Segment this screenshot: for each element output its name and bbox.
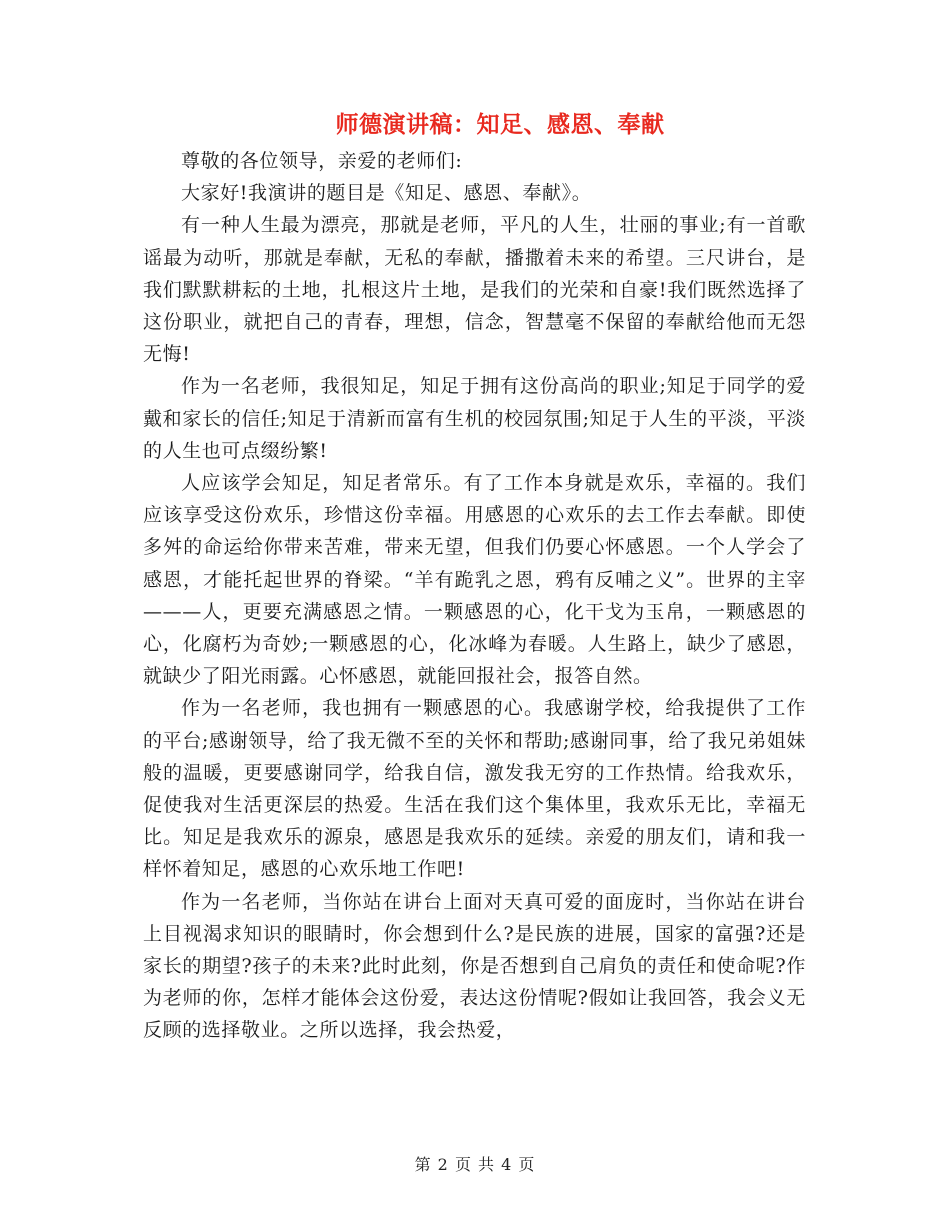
body-paragraph: 作为一名老师，我很知足，知足于拥有这份高尚的职业;知足于同学的爱戴和家长的信任;知足于清新而富有生机的校园氛围;知足于人生的平淡，平淡的人生也可点缀纷繁! — [143, 375, 806, 462]
greeting-paragraph: 大家好!我演讲的题目是《知足、感恩、奉献》。 — [181, 182, 592, 205]
body-paragraph: 作为一名老师，当你站在讲台上面对天真可爱的面庞时，当你站在讲台上目视渴求知识的眼睛时，你会想到什么?是民族的进展，国家的富强?还是家长的期望?孩子的未来?此时此刻，你是否想到自己肩负的责任和使命呢?作为老师的你，怎样才能体会这份爱，表达这份情呢?假如让我回答，我会义无反顾的选择敬业。之所以选择，我会热爱， — [143, 890, 806, 1042]
document-title: 师德演讲稿：知足、感恩、奉献 — [335, 111, 665, 138]
document-body — [143, 145, 806, 1047]
body-paragraph: 有一种人生最为漂亮，那就是老师，平凡的人生，壮丽的事业;有一首歌谣最为动听，那就是奉献，无私的奉献，播撒着未来的希望。三尺讲台，是我们默默耕耘的土地，扎根这片土地，是我们的光荣和自豪!我们既然选择了这份职业，就把自己的青春，理想，信念，智慧毫不保留的奉献给他而无怨无悔! — [143, 214, 806, 366]
body-paragraph: 作为一名老师，我也拥有一颗感恩的心。我感谢学校，给我提供了工作的平台;感谢领导，给了我无微不至的关怀和帮助;感谢同事，给了我兄弟姐妹般的温暖，更要感谢同学，给我自信，激发我无穷的工作热情。给我欢乐，促使我对生活更深层的热爱。生活在我们这个集体里，我欢乐无比，幸福无比。知足是我欢乐的源泉，感恩是我欢乐的延续。亲爱的朋友们，请和我一样怀着知足，感恩的心欢乐地工作吧! — [143, 697, 806, 881]
page-number-footer: 第 2 页 共 4 页 — [414, 1155, 536, 1174]
salutation-paragraph: 尊敬的各位领导，亲爱的老师们: — [181, 150, 463, 172]
body-paragraph: 人应该学会知足，知足者常乐。有了工作本身就是欢乐，幸福的。我们应该享受这份欢乐，珍惜这份幸福。用感恩的心欢乐的去工作去奉献。即使多舛的命运给你带来苦难，带来无望，但我们仍要心怀感恩。一个人学会了感恩，才能托起世界的脊梁。“羊有跪乳之恩，鸦有反哺之义”。世界的主宰———人，更要充满感恩之情。一颗感恩的心，化干戈为玉帛，一颗感恩的心，化腐朽为奇妙;一颗感恩的心，化冰峰为春暖。人生路上，缺少了感恩，就缺少了阳光雨露。心怀感恩，就能回报社会，报答自然。 — [143, 472, 806, 688]
